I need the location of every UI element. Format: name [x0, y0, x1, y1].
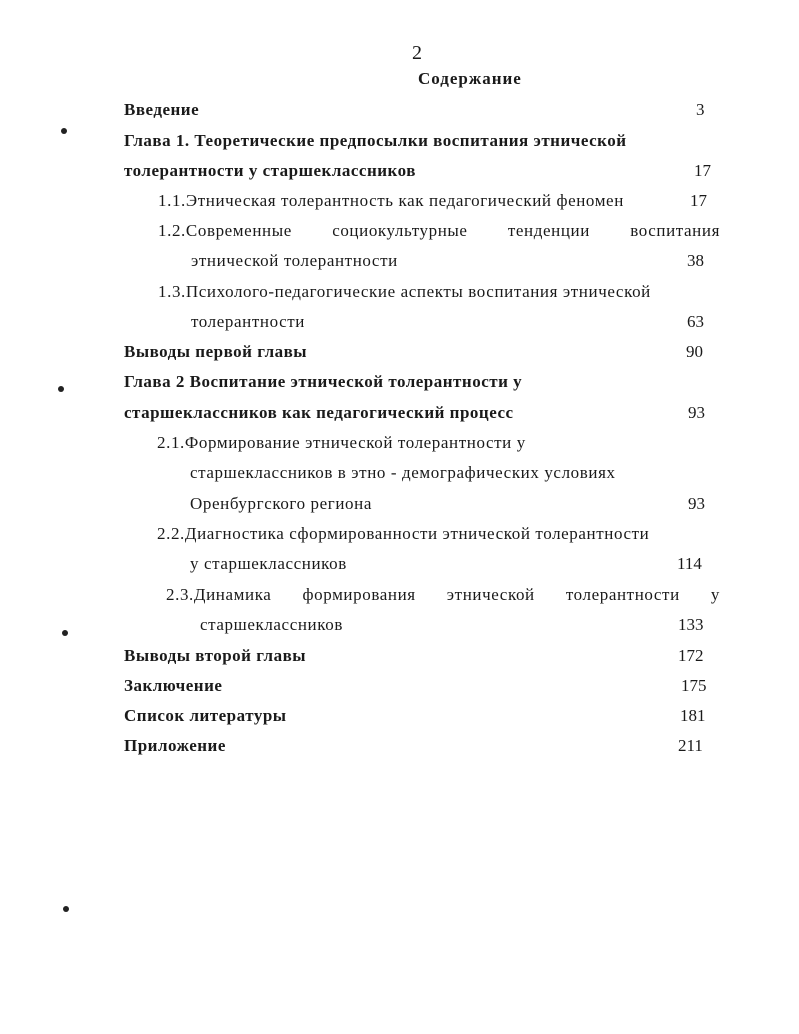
toc-word: 2.3.Динамика [166, 585, 272, 604]
toc-word: формирования [302, 585, 416, 604]
toc-page: 93 [688, 494, 705, 513]
toc-entry-1-1: 1.1.Этническая толерантность как педагогический феномен [158, 191, 624, 210]
toc-entry-2-1-cont: старшеклассников в этно - демографических условиях [190, 463, 616, 482]
page-number: 2 [412, 42, 422, 64]
toc-entry-2-1: 2.1.Формирование этнической толерантности у [157, 433, 526, 452]
toc-entry-1-2-cont: этнической толерантности [191, 251, 398, 270]
toc-entry-2-2: 2.2.Диагностика сформированности этнической толерантности [157, 524, 650, 543]
toc-entry-1-3: 1.3.Психолого-педагогические аспекты воспитания этнической [158, 282, 651, 301]
toc-page: 63 [687, 312, 704, 331]
toc-page: 175 [681, 676, 707, 695]
toc-entry-chapter-2-conclusions: Выводы второй главы [124, 646, 307, 665]
toc-entry-chapter-1-conclusions: Выводы первой главы [124, 342, 308, 361]
toc-entry-chapter-1-cont: толерантности у старшеклассников [124, 161, 416, 180]
toc-entry-2-3 [166, 585, 720, 605]
toc-entry-2-3-cont: старшеклассников [200, 615, 343, 634]
toc-page: 114 [677, 554, 702, 573]
toc-page: 90 [686, 342, 703, 361]
toc-page: 17 [690, 191, 707, 210]
toc-page: 3 [696, 100, 705, 119]
page-title: Содержание [418, 69, 522, 88]
toc-word: толерантности [565, 585, 680, 604]
toc-word: социокультурные [332, 221, 468, 240]
toc-entry-1-2 [158, 221, 720, 241]
toc-word: 1.2.Современные [158, 221, 292, 240]
scan-mark [62, 630, 68, 636]
toc-entry-chapter-2-cont: старшеклассников как педагогический процесс [124, 403, 514, 422]
toc-page: 181 [680, 706, 706, 725]
toc-page: 93 [688, 403, 705, 422]
toc-entry-2-2-cont: у старшеклассников [190, 554, 347, 573]
scan-mark [61, 128, 67, 134]
toc-page: 38 [687, 251, 704, 270]
toc-entry-1-3-cont: толерантности [191, 312, 305, 331]
scan-mark [58, 386, 64, 392]
toc-word: у [710, 585, 720, 604]
toc-word: этнической [446, 585, 535, 604]
toc-entry-references: Список литературы [124, 706, 287, 725]
toc-page: 172 [678, 646, 704, 665]
toc-page: 211 [678, 736, 703, 755]
toc-word: тенденции [507, 221, 590, 240]
toc-entry-introduction: Введение [124, 100, 200, 119]
toc-word: воспитания [630, 221, 720, 240]
toc-entry-chapter-2: Глава 2 Воспитание этнической толерантности у [124, 372, 523, 391]
toc-entry-2-1-cont-2: Оренбургского региона [190, 494, 372, 513]
toc-page: 133 [678, 615, 704, 634]
toc-page: 17 [694, 161, 711, 180]
toc-entry-chapter-1: Глава 1. Теоретические предпосылки воспитания этнической [124, 131, 627, 150]
toc-entry-conclusion: Заключение [124, 676, 223, 695]
scan-mark [63, 906, 69, 912]
toc-entry-appendix: Приложение [124, 736, 226, 755]
